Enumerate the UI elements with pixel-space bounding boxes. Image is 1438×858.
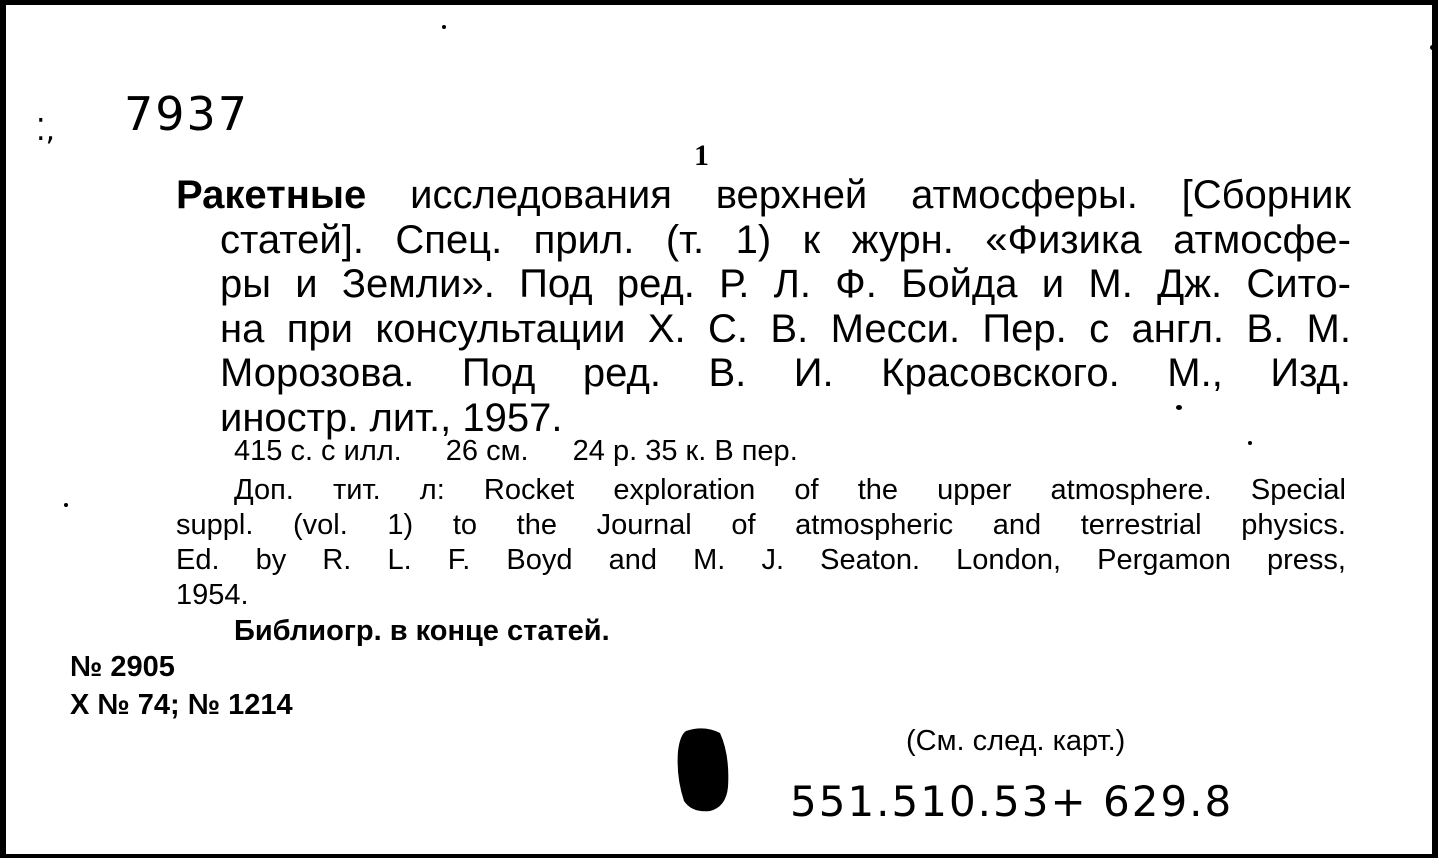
ink-blot [676, 727, 730, 813]
shelf-numbers: X № 74; № 1214 [70, 689, 293, 721]
original-title-line: Ed. by R. L. F. Boyd and M. J. Seaton. London, Pergamon press, [176, 544, 1346, 576]
size: 26 см. [445, 435, 529, 467]
lead-word: Ракетные [176, 173, 367, 217]
description-line: на при консультации X. С. В. Месси. Пер. с англ. В. М. [220, 306, 1351, 351]
description-line: статей]. Спец. прил. (т. 1) к журн. «Физика атмосфе- [220, 217, 1351, 262]
bibliography-note: Библиогр. в конце статей. [234, 615, 610, 647]
description-line: Морозова. Под ред. В. И. Красовского. М., Изд. [220, 351, 1351, 396]
speck [1248, 441, 1252, 445]
inventory-number: № 2905 [70, 651, 175, 683]
collation [234, 435, 834, 468]
price: 24 р. 35 к. В пер. [572, 435, 798, 467]
original-title-line: suppl. (vol. 1) to the Journal of atmospheric and terrestrial physics. [176, 509, 1346, 541]
pages: 415 с. с илл. [234, 435, 402, 467]
original-title-line: Доп. тит. л: Rocket exploration of the upper atmosphere. Special [234, 474, 1346, 506]
speck [1176, 405, 1182, 410]
description-line: ры и Земли». Под ред. Р. Л. Ф. Бойда и М. Дж. Сито- [220, 262, 1351, 307]
speck [1430, 45, 1435, 50]
udc-classification: 551.510.53+ 629.8 [790, 777, 1234, 826]
description-line: иностр. лит., 1957. [220, 395, 563, 440]
original-title [176, 473, 1346, 613]
description-line: Ракетные исследования верхней атмосферы. [Сборник [176, 173, 1351, 217]
main-description [176, 173, 1351, 441]
original-title-line: 1954. [176, 579, 249, 611]
handwritten-number: 7937 [124, 87, 250, 141]
speck [64, 503, 68, 507]
see-next-card: (См. след. карт.) [906, 725, 1126, 757]
speck [442, 25, 446, 29]
card-number: 1 [694, 139, 709, 172]
ink-mark: ⁚, [36, 113, 56, 148]
